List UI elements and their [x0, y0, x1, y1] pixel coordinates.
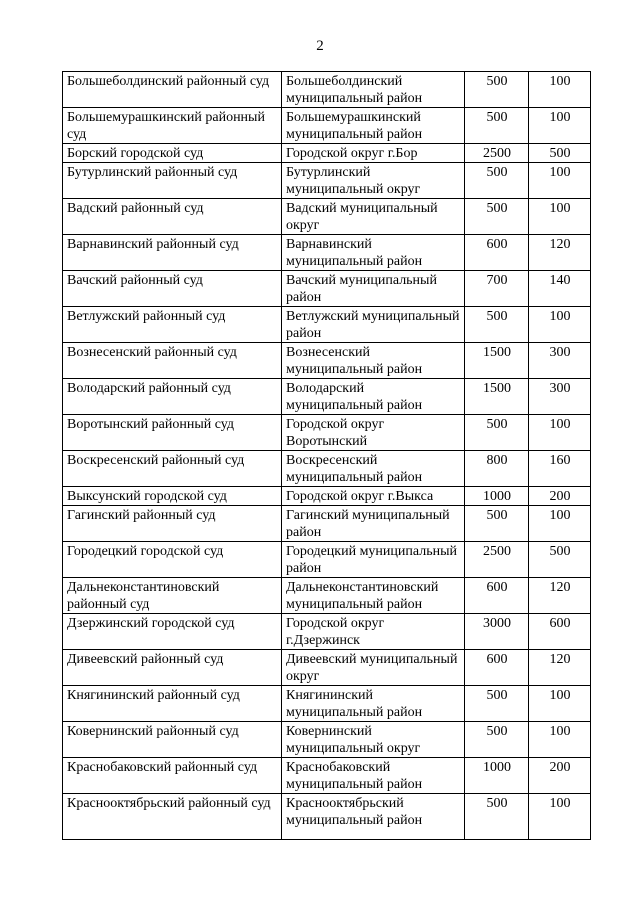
value-a-cell: 1000 [465, 487, 529, 506]
municipality-cell: Дальнеконстантиновский муниципальный район [282, 578, 465, 614]
table-row [63, 307, 591, 343]
court-name-cell: Ковернинский районный суд [63, 722, 282, 758]
court-name-cell: Воскресенский районный суд [63, 451, 282, 487]
value-a-cell: 800 [465, 451, 529, 487]
value-b-cell: 100 [529, 794, 591, 840]
value-b-cell: 200 [529, 487, 591, 506]
table-row [63, 758, 591, 794]
municipality-cell: Краснобаковский муниципальный район [282, 758, 465, 794]
table-row [63, 199, 591, 235]
value-b-cell: 200 [529, 758, 591, 794]
municipality-cell: Вознесенский муниципальный район [282, 343, 465, 379]
value-a-cell: 500 [465, 108, 529, 144]
value-a-cell: 500 [465, 307, 529, 343]
table-row [63, 108, 591, 144]
municipality-cell: Городской округ г.Дзержинск [282, 614, 465, 650]
municipality-cell: Большемурашкинский муниципальный район [282, 108, 465, 144]
value-a-cell: 500 [465, 686, 529, 722]
value-b-cell: 300 [529, 343, 591, 379]
value-a-cell: 500 [465, 72, 529, 108]
table-row [63, 271, 591, 307]
court-name-cell: Краснобаковский районный суд [63, 758, 282, 794]
value-b-cell: 140 [529, 271, 591, 307]
table-row [63, 650, 591, 686]
value-a-cell: 500 [465, 163, 529, 199]
value-a-cell: 500 [465, 199, 529, 235]
value-a-cell: 1500 [465, 343, 529, 379]
court-name-cell: Дальнеконстантиновский районный суд [63, 578, 282, 614]
court-name-cell: Варнавинский районный суд [63, 235, 282, 271]
court-name-cell: Краснооктябрьский районный суд [63, 794, 282, 840]
value-b-cell: 500 [529, 144, 591, 163]
table-row [63, 722, 591, 758]
municipality-cell: Краснооктябрьский муниципальный район [282, 794, 465, 840]
value-a-cell: 1500 [465, 379, 529, 415]
value-b-cell: 100 [529, 722, 591, 758]
value-b-cell: 100 [529, 72, 591, 108]
courts-table-body [63, 72, 591, 840]
municipality-cell: Гагинский муниципальный район [282, 506, 465, 542]
value-a-cell: 500 [465, 415, 529, 451]
municipality-cell: Ковернинский муниципальный округ [282, 722, 465, 758]
value-b-cell: 100 [529, 199, 591, 235]
court-name-cell: Большеболдинский районный суд [63, 72, 282, 108]
table-row [63, 487, 591, 506]
value-a-cell: 700 [465, 271, 529, 307]
value-b-cell: 100 [529, 506, 591, 542]
municipality-cell: Вачский муниципальный район [282, 271, 465, 307]
value-b-cell: 120 [529, 235, 591, 271]
value-a-cell: 2500 [465, 542, 529, 578]
table-row [63, 451, 591, 487]
value-a-cell: 600 [465, 650, 529, 686]
table-row [63, 144, 591, 163]
value-a-cell: 600 [465, 578, 529, 614]
value-b-cell: 160 [529, 451, 591, 487]
table-row [63, 415, 591, 451]
table-row [63, 542, 591, 578]
value-b-cell: 120 [529, 650, 591, 686]
municipality-cell: Дивеевский муниципальный округ [282, 650, 465, 686]
court-name-cell: Вознесенский районный суд [63, 343, 282, 379]
court-name-cell: Бутурлинский районный суд [63, 163, 282, 199]
court-name-cell: Воротынский районный суд [63, 415, 282, 451]
municipality-cell: Городской округ г.Бор [282, 144, 465, 163]
courts-table [62, 71, 591, 840]
court-name-cell: Дивеевский районный суд [63, 650, 282, 686]
value-a-cell: 500 [465, 506, 529, 542]
value-a-cell: 500 [465, 794, 529, 840]
table-row [63, 379, 591, 415]
municipality-cell: Вадский муниципальный округ [282, 199, 465, 235]
value-b-cell: 600 [529, 614, 591, 650]
value-b-cell: 100 [529, 686, 591, 722]
table-row [63, 614, 591, 650]
court-name-cell: Городецкий городской суд [63, 542, 282, 578]
court-name-cell: Ветлужский районный суд [63, 307, 282, 343]
table-row [63, 794, 591, 840]
municipality-cell: Городецкий муниципальный район [282, 542, 465, 578]
table-row [63, 343, 591, 379]
municipality-cell: Городской округ г.Выкса [282, 487, 465, 506]
municipality-cell: Княгининский муниципальный район [282, 686, 465, 722]
table-row [63, 506, 591, 542]
court-name-cell: Большемурашкинский районный суд [63, 108, 282, 144]
value-b-cell: 300 [529, 379, 591, 415]
municipality-cell: Городской округ Воротынский [282, 415, 465, 451]
value-a-cell: 600 [465, 235, 529, 271]
municipality-cell: Володарский муниципальный район [282, 379, 465, 415]
court-name-cell: Гагинский районный суд [63, 506, 282, 542]
value-a-cell: 500 [465, 722, 529, 758]
municipality-cell: Варнавинский муниципальный район [282, 235, 465, 271]
court-name-cell: Вачский районный суд [63, 271, 282, 307]
table-row [63, 163, 591, 199]
table-row [63, 578, 591, 614]
table-row [63, 235, 591, 271]
court-name-cell: Борский городской суд [63, 144, 282, 163]
court-name-cell: Дзержинский городской суд [63, 614, 282, 650]
municipality-cell: Бутурлинский муниципальный округ [282, 163, 465, 199]
page-number: 2 [316, 38, 324, 54]
value-b-cell: 100 [529, 307, 591, 343]
court-name-cell: Вадский районный суд [63, 199, 282, 235]
municipality-cell: Большеболдинский муниципальный район [282, 72, 465, 108]
court-name-cell: Володарский районный суд [63, 379, 282, 415]
value-b-cell: 100 [529, 163, 591, 199]
value-b-cell: 120 [529, 578, 591, 614]
value-b-cell: 100 [529, 415, 591, 451]
value-a-cell: 2500 [465, 144, 529, 163]
municipality-cell: Ветлужский муниципальный район [282, 307, 465, 343]
value-a-cell: 1000 [465, 758, 529, 794]
value-b-cell: 500 [529, 542, 591, 578]
municipality-cell: Воскресенский муниципальный район [282, 451, 465, 487]
value-b-cell: 100 [529, 108, 591, 144]
table-row [63, 686, 591, 722]
court-name-cell: Выксунский городской суд [63, 487, 282, 506]
value-a-cell: 3000 [465, 614, 529, 650]
court-name-cell: Княгининский районный суд [63, 686, 282, 722]
table-row [63, 72, 591, 108]
